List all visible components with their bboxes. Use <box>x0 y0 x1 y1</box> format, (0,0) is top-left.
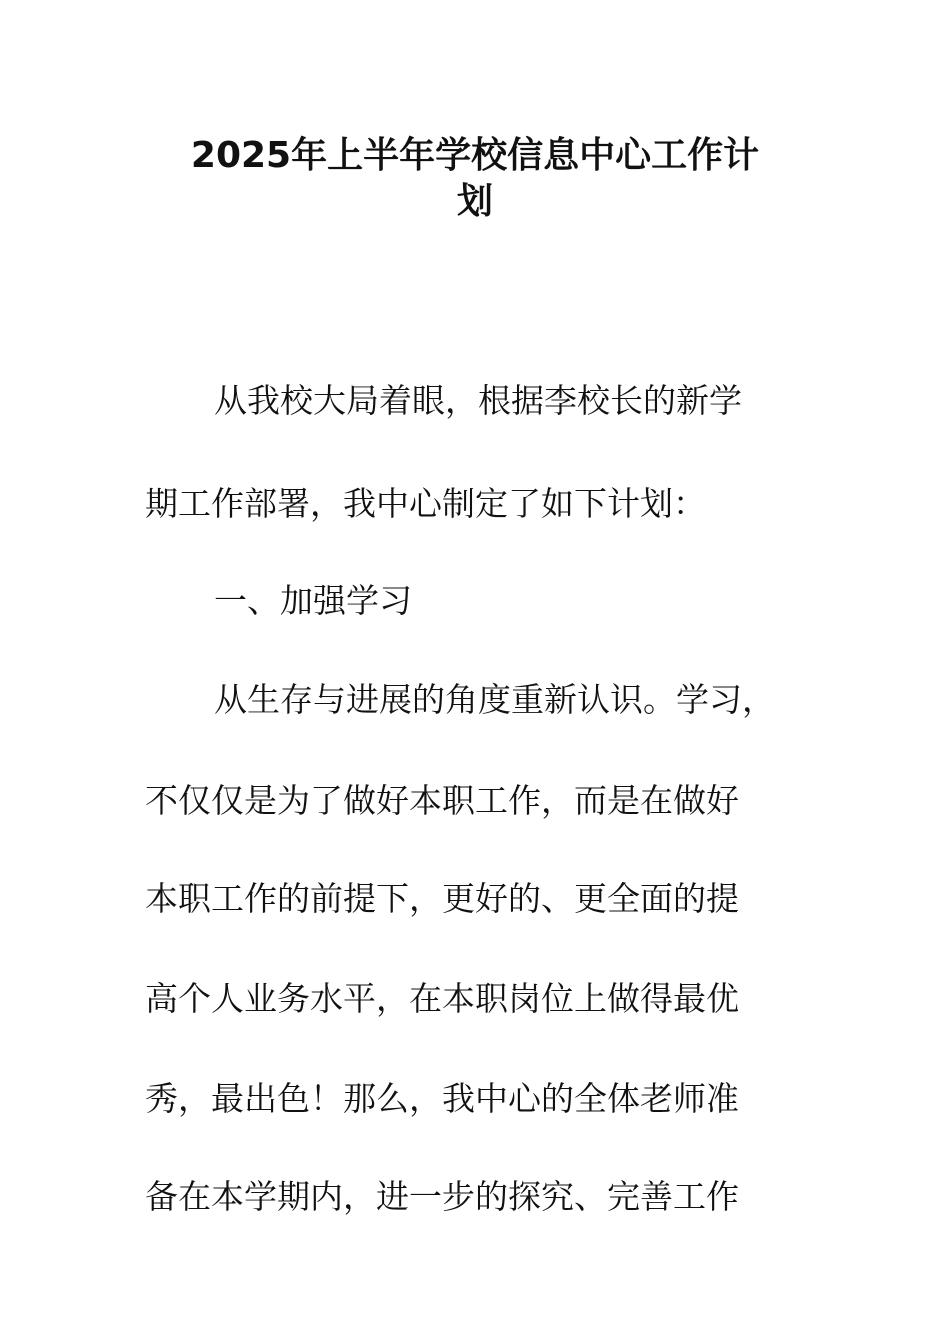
body-line-7: 秀，最出色！那么，我中心的全体老师准 <box>145 1079 739 1118</box>
body-line-4: 不仅仅是为了做好本职工作，而是在做好 <box>145 781 739 820</box>
section-heading-1: 一、加强学习 <box>214 581 412 620</box>
body-line-6: 高个人业务水平，在本职岗位上做得最优 <box>145 979 739 1018</box>
document-title-line-1: 2025年上半年学校信息中心工作计 <box>190 135 760 176</box>
body-line-2: 期工作部署，我中心制定了如下计划： <box>145 484 706 523</box>
body-line-8: 备在本学期内，进一步的探究、完善工作 <box>145 1177 739 1216</box>
document-title-line-2: 划 <box>456 181 493 222</box>
body-line-1: 从我校大局着眼，根据李校长的新学 <box>214 381 742 420</box>
body-line-5: 本职工作的前提下，更好的、更全面的提 <box>145 879 739 918</box>
body-line-3: 从生存与进展的角度重新认识。学习， <box>214 680 775 719</box>
